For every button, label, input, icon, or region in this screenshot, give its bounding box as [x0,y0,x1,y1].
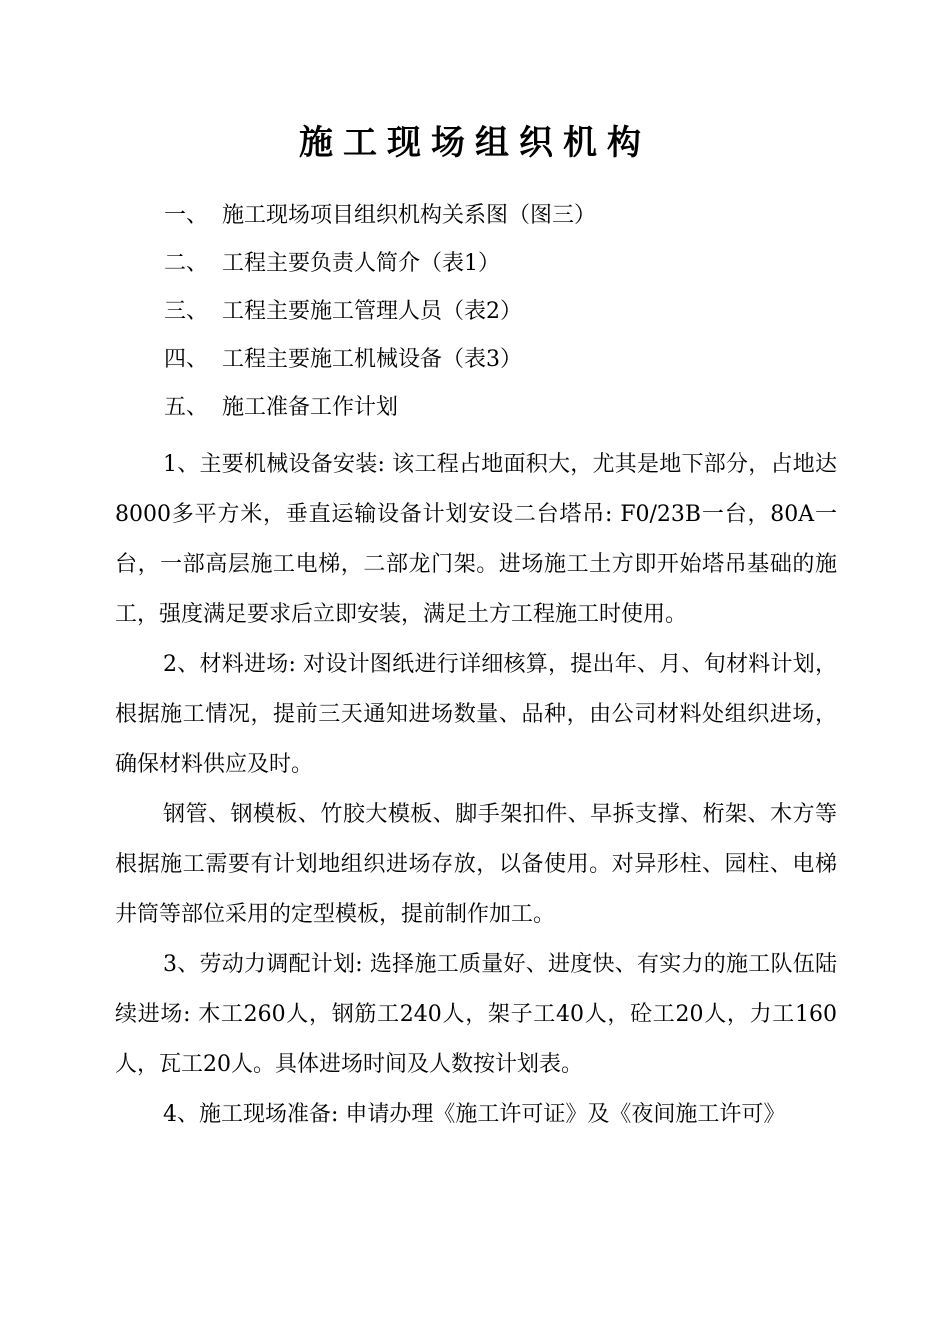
outline-item [164,240,864,288]
outline-text: 工程主要施工管理人员（表2） [222,299,522,324]
paragraph-formwork: 钢管、钢模板、竹胶大模板、脚手架扣件、早拆支撑、桁架、木方等根据施工需要有计划地组织进场存放，以备使用。对异形柱、园柱、电梯井筒等部位采用的定型模板，提前制作加工。 [115,802,837,927]
outline-item [164,336,864,384]
outline-number: 三、 [164,299,209,324]
outline-item [164,288,864,336]
outline-number: 五、 [164,395,209,420]
outline-list [164,192,864,432]
outline-item [164,384,864,432]
outline-number: 四、 [164,347,209,372]
outline-item [164,192,864,240]
body-text [115,440,837,1140]
paragraph-equipment: 1、主要机械设备安装: 该工程占地面积大，尤其是地下部分，占地达8000多平方米，垂直运输设备计划安设二台塔吊: F0/23B一台，80A一台，一部高层施工电梯，二部龙门架。进场施工土方即开始塔吊基础的施工，强度满足要求后立即安装，满足土方工程施工时使用。 [115,452,837,627]
outline-text: 工程主要施工机械设备（表3） [222,347,522,372]
outline-text: 施工准备工作计划 [222,395,399,420]
paragraph-labor: 3、劳动力调配计划: 选择施工质量好、进度快、有实力的施工队伍陆续进场: 木工260人，钢筋工240人，架子工40人，砼工20人，力工160人，瓦工20人。具体进场时间及人数按计划表。 [115,952,837,1077]
outline-number: 二、 [164,251,209,276]
page-title: 施工现场组织机构 [299,123,651,163]
paragraph-site-prep: 4、施工现场准备: 申请办理《施工许可证》及《夜间施工许可》 [163,1102,786,1127]
outline-number: 一、 [164,203,209,228]
outline-text: 工程主要负责人简介（表1） [222,251,500,276]
paragraph-materials: 2、材料进场: 对设计图纸进行详细核算，提出年、月、旬材料计划，根据施工情况，提前三天通知进场数量、品种，由公司材料处组织进场，确保材料供应及时。 [115,652,837,777]
outline-text: 施工现场项目组织机构关系图（图三） [222,203,597,228]
